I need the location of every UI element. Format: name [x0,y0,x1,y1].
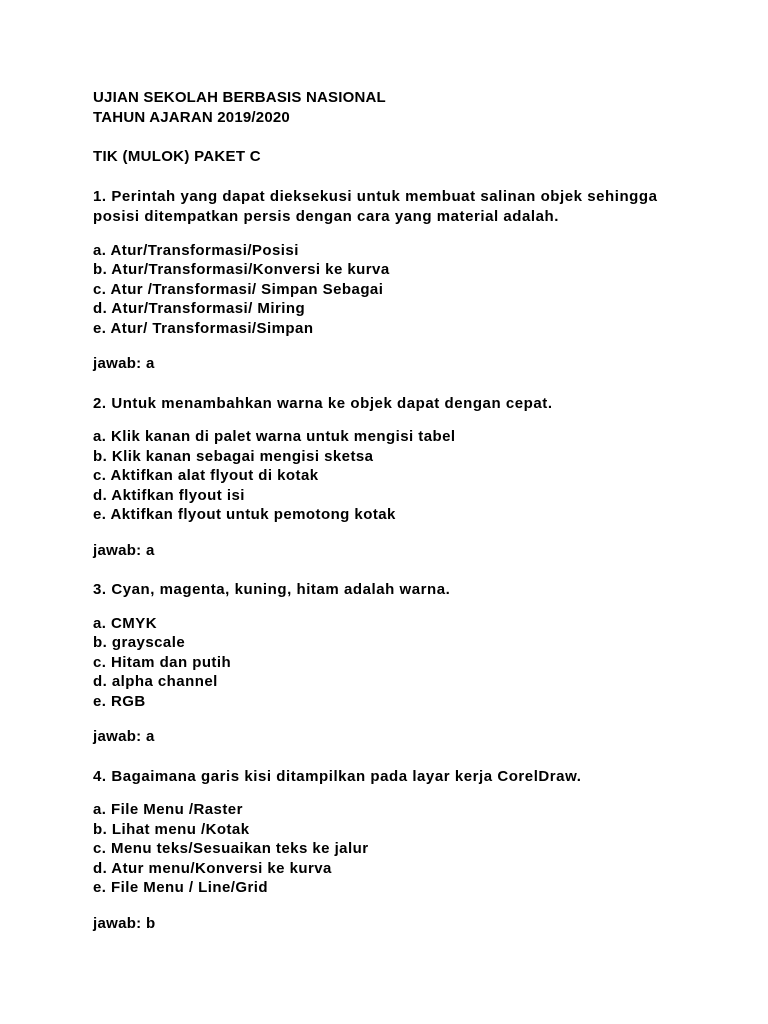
question-block-2 [93,394,683,561]
exam-title: UJIAN SEKOLAH BERBASIS NASIONAL [93,89,386,106]
question-text: 4. Bagaimana garis kisi ditampilkan pada layar kerja CorelDraw. [93,767,582,785]
answer-key: jawab: a [93,541,155,559]
option-a: a. Klik kanan di palet warna untuk mengisi tabel [93,428,456,445]
option-b: b. Atur/Transformasi/Konversi ke kurva [93,261,390,278]
option-e: e. RGB [93,692,146,710]
question-text: 2. Untuk menambahkan warna ke objek dapat dengan cepat. [93,394,553,412]
option-list [93,614,683,712]
option-c: c. Menu teks/Sesuaikan teks ke jalur [93,840,369,857]
option-b: b. Lihat menu /Kotak [93,820,250,838]
option-a: a. Atur/Transformasi/Posisi [93,241,299,259]
option-e: e. Aktifkan flyout untuk pemotong kotak [93,506,396,523]
option-c: c. Hitam dan putih [93,653,232,671]
option-a: a. File Menu /Raster [93,801,243,818]
question-block-3 [93,580,683,747]
document-content [93,88,683,933]
option-b: b. Klik kanan sebagai mengisi sketsa [93,447,374,465]
option-list [93,241,683,339]
exam-subject: TIK (MULOK) PAKET C [93,148,261,165]
academic-year: TAHUN AJARAN 2019/2020 [93,108,290,126]
option-c: c. Atur /Transformasi/ Simpan Sebagai [93,280,384,298]
option-e: e. File Menu / Line/Grid [93,879,268,896]
answer-key: jawab: b [93,914,156,932]
option-d: d. alpha channel [93,673,218,690]
option-a: a. CMYK [93,614,157,632]
question-text: 1. Perintah yang dapat dieksekusi untuk membuat salinan objek sehingga posisi ditempatkan persis dengan cara yang material adalah. [93,187,658,225]
question-text: 3. Cyan, magenta, kuning, hitam adalah warna. [93,581,451,598]
exam-header [93,88,683,127]
option-d: d. Aktifkan flyout isi [93,486,245,504]
option-e: e. Atur/ Transformasi/Simpan [93,319,314,337]
option-list [93,800,683,898]
question-block-4 [93,767,683,934]
option-c: c. Aktifkan alat flyout di kotak [93,467,319,484]
option-d: d. Atur menu/Konversi ke kurva [93,859,332,877]
option-d: d. Atur/Transformasi/ Miring [93,300,306,317]
answer-key: jawab: a [93,728,155,745]
option-b: b. grayscale [93,634,186,651]
question-block-1 [93,187,683,374]
answer-key: jawab: a [93,355,155,372]
option-list [93,427,683,525]
